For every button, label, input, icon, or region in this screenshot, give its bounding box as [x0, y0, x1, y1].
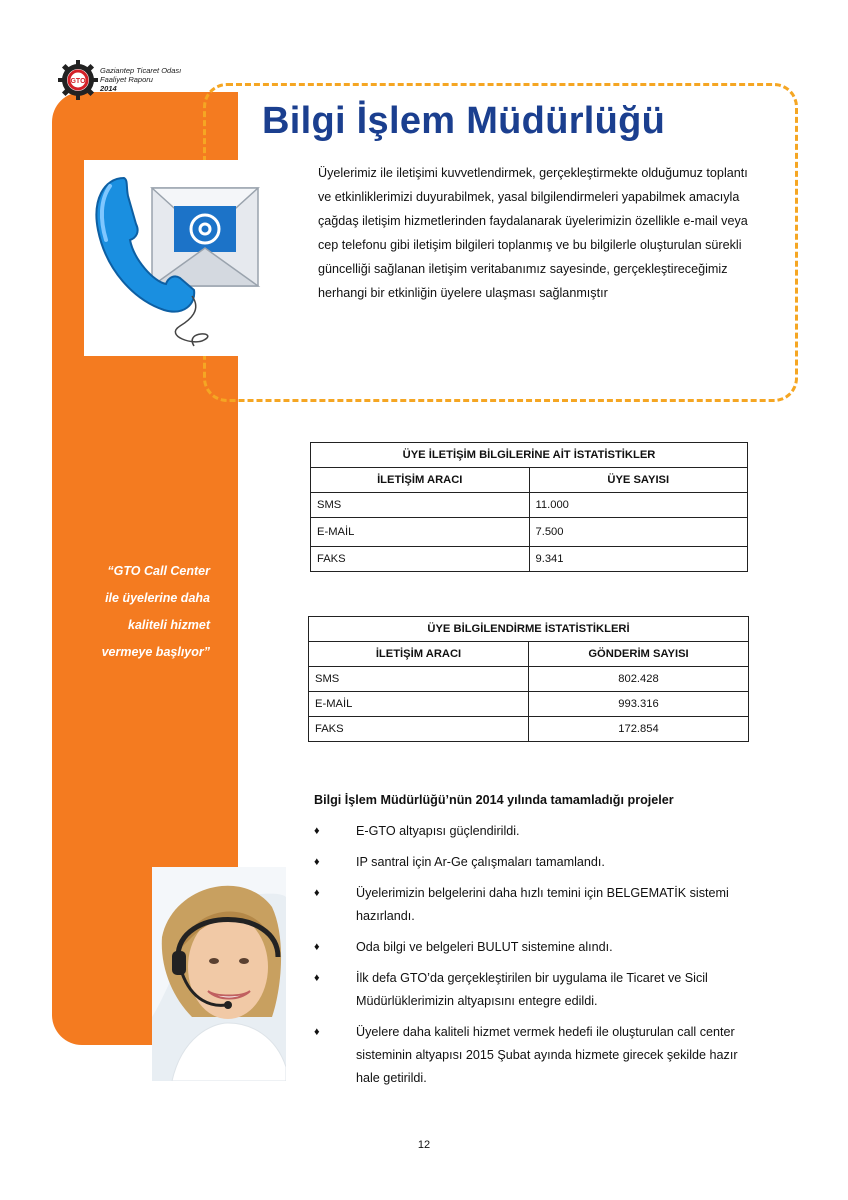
list-item: ♦ Oda bilgi ve belgeleri BULUT sistemine alındı. [314, 936, 754, 959]
list-item: ♦ Üyelere daha kaliteli hizmet vermek hedefi ile oluşturulan call center sisteminin altyapısı 2015 Şubat ayında hizmete girecek şekilde hazır hale getirildi. [314, 1021, 754, 1090]
table-title: ÜYE BİLGİLENDİRME İSTATİSTİKLERİ [309, 617, 749, 642]
tool-cell: SMS [311, 493, 530, 518]
column-header: GÖNDERİM SAYISI [529, 642, 749, 667]
member-notification-stats-table [308, 616, 749, 742]
table-row [311, 547, 748, 572]
column-header: ÜYE SAYISI [529, 468, 748, 493]
diamond-bullet-icon: ♦ [314, 856, 320, 868]
diamond-bullet-icon: ♦ [314, 941, 320, 953]
tool-cell: E-MAİL [309, 692, 529, 717]
table-title: ÜYE İLETİŞİM BİLGİLERİNE AİT İSTATİSTİKLER [311, 443, 748, 468]
column-header: İLETİŞİM ARACI [309, 642, 529, 667]
phone-email-illustration [84, 160, 262, 356]
diamond-bullet-icon: ♦ [314, 972, 320, 984]
tool-cell: E-MAİL [311, 518, 530, 547]
projects-list [314, 820, 754, 1098]
tool-cell: FAKS [311, 547, 530, 572]
diamond-bullet-icon: ♦ [314, 825, 320, 837]
tool-cell: SMS [309, 667, 529, 692]
column-header: İLETİŞİM ARACI [311, 468, 530, 493]
table-row [309, 717, 749, 742]
list-item: ♦ Üyelerimizin belgelerini daha hızlı temini için BELGEMATİK sistemi hazırlandı. [314, 882, 754, 928]
projects-heading: Bilgi İşlem Müdürlüğü’nün 2014 yılında tamamladığı projeler [314, 793, 674, 807]
list-item: ♦ IP santral için Ar-Ge çalışmaları tamamlandı. [314, 851, 754, 874]
table-row [309, 692, 749, 717]
page-number: 12 [417, 1139, 431, 1151]
value-cell: 993.316 [529, 692, 749, 717]
org-name: Gaziantep Ticaret Odası [100, 66, 182, 75]
value-cell: 11.000 [529, 493, 748, 518]
gto-logo [58, 60, 198, 104]
logo-text [100, 66, 181, 93]
table-row [311, 493, 748, 518]
gear-logo-icon [58, 60, 98, 100]
value-cell: 9.341 [529, 547, 748, 572]
diamond-bullet-icon: ♦ [314, 1026, 320, 1038]
call-center-quote: “GTO Call Center ile üyelerine daha kaliteli hizmet vermeye başlıyor” [101, 564, 210, 659]
value-cell: 7.500 [529, 518, 748, 547]
value-cell: 802.428 [529, 667, 749, 692]
table-row [311, 518, 748, 547]
call-center-agent-photo [152, 867, 286, 1081]
page-title: Bilgi İşlem Müdürlüğü [262, 100, 666, 142]
member-contact-stats-table [310, 442, 748, 572]
svg-text:GTO: GTO [70, 78, 86, 85]
value-cell: 172.854 [529, 717, 749, 742]
list-item: ♦ E-GTO altyapısı güçlendirildi. [314, 820, 754, 843]
report-name: Faaliyet Raporu [100, 75, 153, 84]
report-year: 2014 [100, 84, 117, 93]
list-item: ♦ İlk defa GTO’da gerçekleştirilen bir uygulama ile Ticaret ve Sicil Müdürlüklerimizin altyapısını entegre edildi. [314, 967, 754, 1013]
diamond-bullet-icon: ♦ [314, 887, 320, 899]
intro-paragraph: Üyelerimiz ile iletişimi kuvvetlendirmek, gerçekleştirmekte olduğumuz toplantı ve etkinliklerimizi duyurabilmek, yasal bilgilendirmeleri yapabilmek amacıyla çağdaş iletişim hizmetlerinden faydalanarak üyelerimizin özellikle e-mail veya cep telefonu gibi iletişim bilgileri toplanmış ve bu bilgilerle oluşturulan sürekli güncelliği sağlanan iletişim veritabanımız sayesinde, gerçekleştireceğimiz herhangi bir etkinliğin üyelere ulaşması sağlanmıştır [318, 166, 748, 300]
tool-cell: FAKS [309, 717, 529, 742]
table-row [309, 667, 749, 692]
envelope-icon [152, 188, 258, 286]
